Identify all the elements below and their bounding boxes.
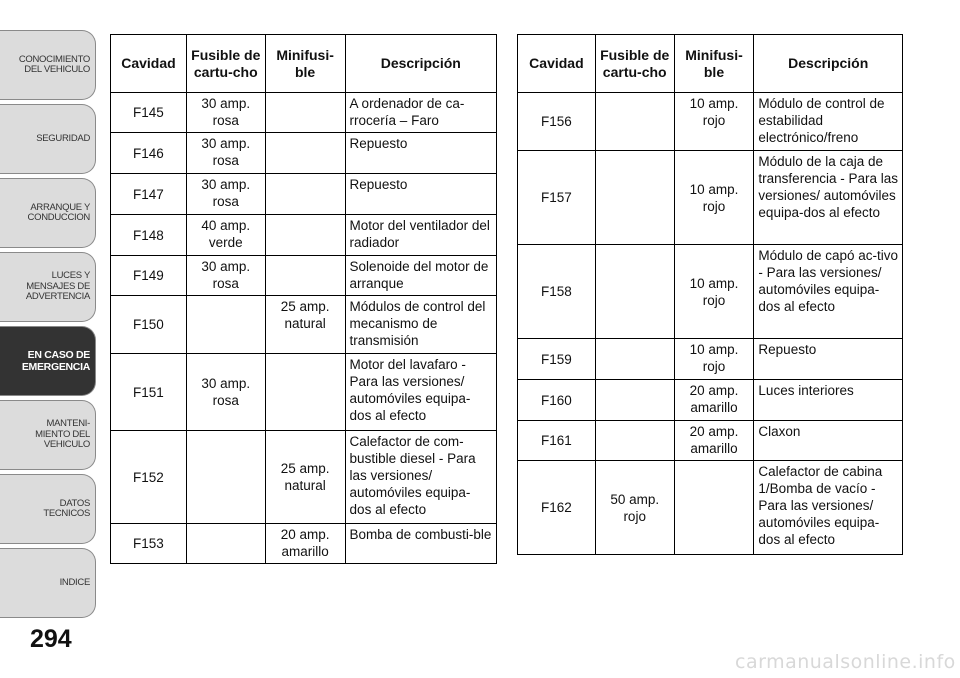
cell-descripcion: Calefactor de cabina 1/Bomba de vacío - Para las versiones/ automóviles equipa-dos al efecto [754,461,903,555]
cell-minifusible [265,256,345,296]
cell-cavidad: F147 [111,174,187,215]
cell-cavidad: F153 [111,524,187,564]
cell-cavidad: F159 [518,339,596,380]
table-row [111,256,497,296]
cell-cavidad: F160 [518,380,596,421]
tab-arranque[interactable] [0,178,96,248]
cell-descripcion: Repuesto [345,133,496,174]
cell-fusible [595,339,674,380]
table-row [111,296,497,354]
tab-seguridad[interactable] [0,104,96,174]
cell-descripcion: Repuesto [345,174,496,215]
cell-fusible [595,245,674,339]
table-row [111,524,497,564]
cell-descripcion: A ordenador de ca-rrocería – Faro [345,93,496,133]
cell-fusible: 40 amp. verde [186,215,265,256]
table-row [111,215,497,256]
cell-cavidad: F148 [111,215,187,256]
tab-label: CONOCIMIENTO DEL VEHICULO [18,53,90,75]
table-row [518,93,903,151]
cell-minifusible [265,93,345,133]
cell-minifusible: 10 amp. rojo [674,245,754,339]
cell-fusible [186,431,265,524]
tab-label: DATOS TECNICOS [43,497,90,519]
header-descripcion: Descripción [345,35,496,93]
page-number: 294 [30,625,72,653]
cell-descripcion: Luces interiores [754,380,903,421]
table-row [518,421,903,461]
cell-minifusible [674,461,754,555]
cell-descripcion: Repuesto [754,339,903,380]
cell-descripcion: Motor del ventilador del radiador [345,215,496,256]
tab-indice[interactable] [0,548,96,618]
cell-minifusible [265,174,345,215]
tab-label: SEGURIDAD [36,132,90,144]
table-row [518,245,903,339]
cell-minifusible: 20 amp. amarillo [674,380,754,421]
cell-fusible: 30 amp. rosa [186,174,265,215]
tab-label: ARRANQUE Y CONDUCCION [27,201,90,223]
cell-fusible: 50 amp. rojo [595,461,674,555]
cell-minifusible [265,354,345,431]
cell-fusible [595,380,674,421]
cell-minifusible: 20 amp. amarillo [265,524,345,564]
cell-cavidad: F145 [111,93,187,133]
cell-fusible: 30 amp. rosa [186,133,265,174]
watermark: carmanualsonline.info [735,651,956,673]
table-row [518,380,903,421]
cell-cavidad: F158 [518,245,596,339]
header-cavidad: Cavidad [518,35,596,93]
tab-emergencia[interactable] [0,326,96,396]
table-row [111,174,497,215]
cell-descripcion: Bomba de combusti-ble [345,524,496,564]
fuse-table-right [517,34,903,555]
cell-descripcion: Solenoide del motor de arranque [345,256,496,296]
tab-label: LUCES Y MENSAJES DE ADVERTENCIA [25,270,90,303]
table-header-row [518,35,903,93]
cell-minifusible [265,133,345,174]
cell-fusible: 30 amp. rosa [186,93,265,133]
cell-minifusible: 25 amp. natural [265,431,345,524]
table-header-row [111,35,497,93]
cell-cavidad: F161 [518,421,596,461]
header-minifusible: Minifusi-ble [674,35,754,93]
cell-cavidad: F152 [111,431,187,524]
cell-descripcion: Claxon [754,421,903,461]
cell-cavidad: F149 [111,256,187,296]
cell-descripcion: Módulos de control del mecanismo de transmisión [345,296,496,354]
tab-mantenimiento[interactable] [0,400,96,470]
tab-datos[interactable] [0,474,96,544]
tab-conocimiento[interactable] [0,30,96,100]
cell-fusible [595,421,674,461]
cell-fusible: 30 amp. rosa [186,354,265,431]
cell-descripcion: Motor del lavafaro - Para las versiones/ automóviles equipa-dos al efecto [345,354,496,431]
cell-cavidad: F157 [518,151,596,245]
cell-fusible [186,296,265,354]
cell-cavidad: F151 [111,354,187,431]
cell-cavidad: F162 [518,461,596,555]
cell-fusible [595,93,674,151]
cell-minifusible: 25 amp. natural [265,296,345,354]
table-row [518,461,903,555]
cell-minifusible: 10 amp. rojo [674,151,754,245]
tab-label: INDICE [59,576,90,588]
table-row [111,133,497,174]
cell-descripcion: Módulo de capó ac-tivo - Para las versiones/ automóviles equipa-dos al efecto [754,245,903,339]
tab-luces[interactable] [0,252,96,322]
cell-descripcion: Módulo de control de estabilidad electrónico/freno [754,93,903,151]
table-row [111,93,497,133]
cell-cavidad: F146 [111,133,187,174]
table-row [111,431,497,524]
chapter-tabs [0,0,98,678]
tab-label: EN CASO DE EMERGENCIA [21,349,90,373]
cell-descripcion: Módulo de la caja de transferencia - Para las versiones/ automóviles equipa-dos al efecto [754,151,903,245]
header-fusible: Fusible de cartu-cho [595,35,674,93]
cell-descripcion: Calefactor de com-bustible diesel - Para las versiones/ automóviles equipa-dos al efecto [345,431,496,524]
header-cavidad: Cavidad [111,35,187,93]
cell-minifusible: 20 amp. amarillo [674,421,754,461]
cell-fusible: 30 amp. rosa [186,256,265,296]
cell-minifusible: 10 amp. rojo [674,93,754,151]
tab-label: MANTENI- MIENTO DEL VEHICULO [35,418,90,451]
header-fusible: Fusible de cartu-cho [186,35,265,93]
cell-fusible [595,151,674,245]
cell-cavidad: F156 [518,93,596,151]
table-row [518,151,903,245]
table-row [518,339,903,380]
cell-minifusible: 10 amp. rojo [674,339,754,380]
cell-minifusible [265,215,345,256]
cell-cavidad: F150 [111,296,187,354]
header-minifusible: Minifusi-ble [265,35,345,93]
header-descripcion: Descripción [754,35,903,93]
table-row [111,354,497,431]
cell-fusible [186,524,265,564]
fuse-table-left [110,34,497,564]
